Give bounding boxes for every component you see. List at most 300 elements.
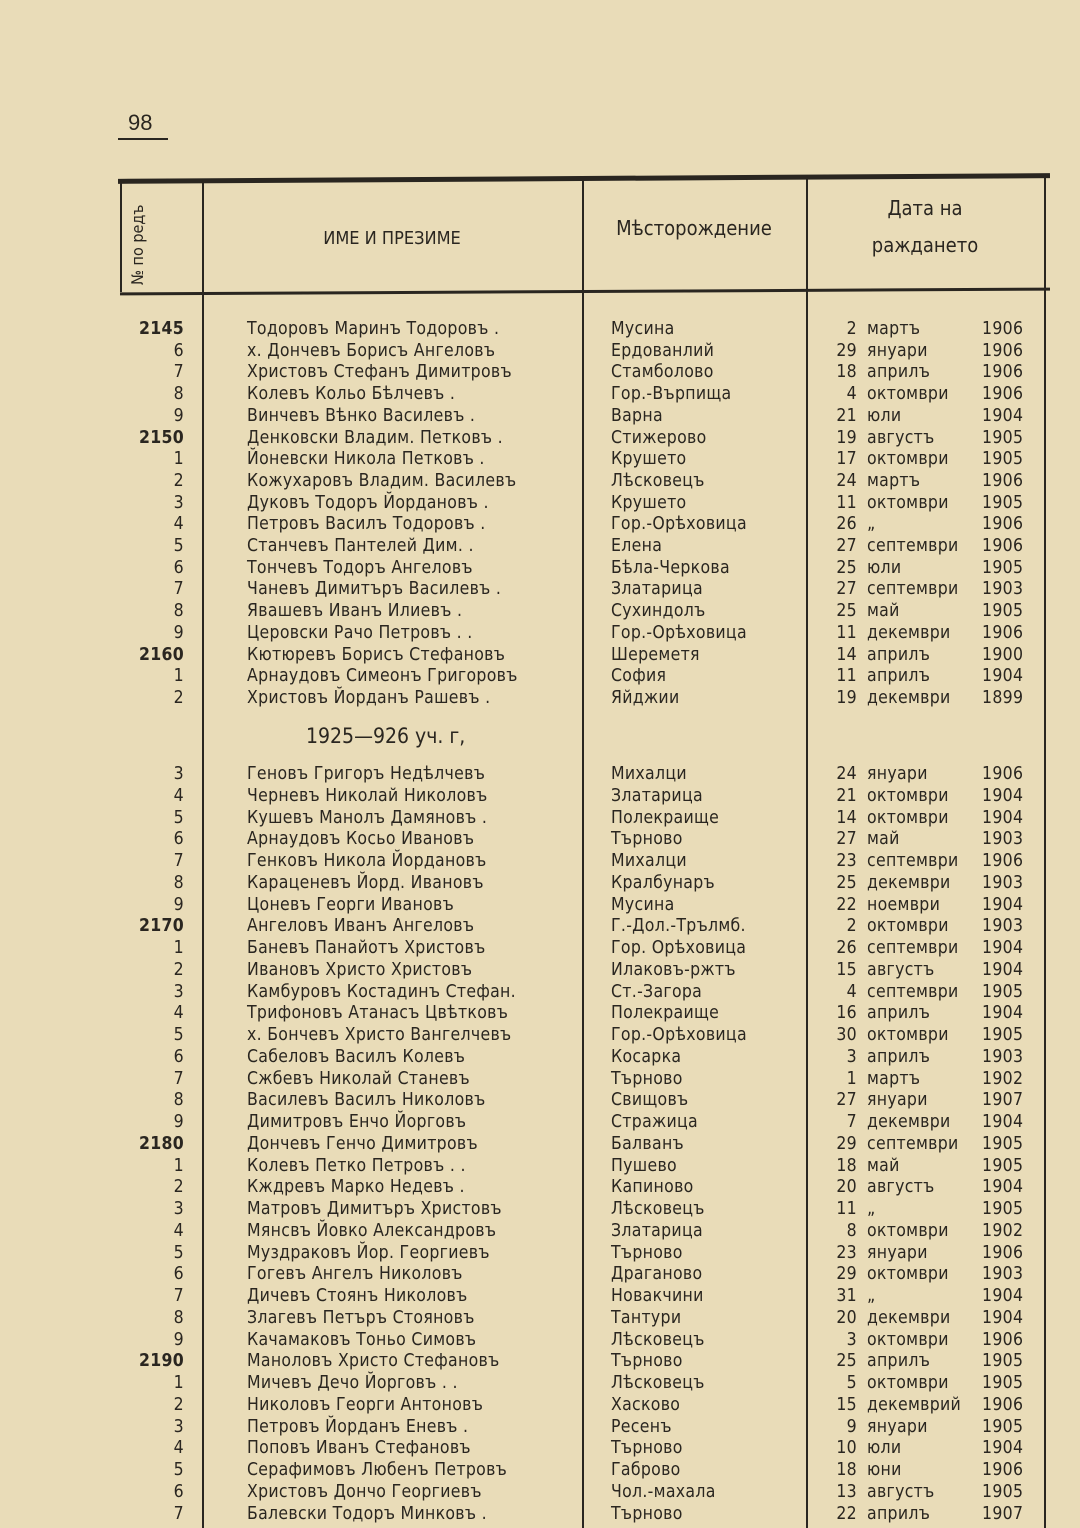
birth-year: 1905 bbox=[982, 1155, 1024, 1176]
table-row bbox=[0, 535, 1080, 557]
table-row bbox=[0, 470, 1080, 492]
birth-month: януари bbox=[867, 1416, 928, 1437]
person-name: Церовски Рачо Петровъ . . bbox=[247, 622, 473, 643]
table-row bbox=[0, 492, 1080, 514]
row-number: 4 bbox=[173, 514, 184, 535]
row-number: 5 bbox=[173, 536, 184, 556]
birth-day: 29 bbox=[836, 1133, 857, 1154]
birth-day: 9 bbox=[846, 1416, 857, 1437]
birthplace: Златарица bbox=[611, 579, 703, 600]
birth-month: октомври bbox=[867, 1329, 949, 1350]
row-number: 4 bbox=[173, 1438, 184, 1459]
birth-year: 1900 bbox=[982, 644, 1024, 665]
page-number: 98 bbox=[128, 110, 153, 135]
birthplace: Михалци bbox=[611, 851, 687, 871]
birth-day: 8 bbox=[846, 1220, 857, 1241]
birth-month: май bbox=[867, 601, 900, 622]
row-number: 8 bbox=[173, 1090, 184, 1111]
birthplace: Кралбунаръ bbox=[611, 872, 715, 893]
table-row bbox=[0, 828, 1080, 850]
birth-year: 1905 bbox=[982, 492, 1024, 513]
person-name: Гогевъ Ангелъ Николовъ bbox=[247, 1264, 463, 1285]
table-row bbox=[0, 1329, 1080, 1351]
birth-month: октомври bbox=[867, 449, 949, 470]
birth-day: 23 bbox=[836, 1242, 857, 1263]
person-name: Черневъ Николай Николовъ bbox=[247, 785, 488, 806]
person-name: Арнаудовъ Симеонъ Григоровъ bbox=[247, 666, 518, 687]
birth-day: 29 bbox=[836, 1264, 857, 1285]
row-number: 3 bbox=[173, 492, 184, 513]
birth-day: 29 bbox=[836, 340, 857, 361]
person-name: Серафимовъ Любенъ Петровъ bbox=[247, 1460, 508, 1480]
birth-month: септември bbox=[867, 536, 959, 556]
row-number: 7 bbox=[173, 851, 184, 871]
birth-month: октомври bbox=[867, 1373, 949, 1393]
table-row bbox=[0, 785, 1080, 807]
birthplace: Гор.-Орѣховица bbox=[611, 622, 747, 643]
birthplace: Драганово bbox=[611, 1264, 703, 1285]
birth-day: 11 bbox=[836, 622, 857, 643]
birth-year: 1906 bbox=[982, 1394, 1024, 1415]
page-number-underline bbox=[118, 138, 168, 140]
birth-year: 1905 bbox=[982, 449, 1024, 470]
section-heading: 1925—926 уч. г, bbox=[306, 724, 466, 748]
birth-month: октомври bbox=[867, 1264, 949, 1285]
person-name: Ивановъ Христо Христовъ bbox=[247, 959, 473, 980]
birth-day: 4 bbox=[846, 384, 857, 405]
birth-month: декември bbox=[867, 1112, 951, 1132]
birthplace: Лѣсковецъ bbox=[611, 1199, 705, 1219]
birthplace: Г.-Дол.-Трълмб. bbox=[611, 916, 746, 937]
birthplace: Полекраище bbox=[611, 1003, 720, 1024]
row-number: 2160 bbox=[138, 644, 184, 665]
birthplace: Михалци bbox=[611, 764, 687, 784]
person-name: Николовъ Георги Антоновъ bbox=[247, 1394, 484, 1415]
birthplace: Бѣла-Черкова bbox=[611, 557, 730, 578]
birth-year: 1906 bbox=[982, 362, 1024, 383]
birthplace: Сухиндолъ bbox=[611, 601, 706, 622]
header-bottom-rule bbox=[120, 288, 1050, 296]
birth-year: 1904 bbox=[982, 1307, 1024, 1328]
birth-day: 17 bbox=[836, 449, 857, 470]
row-number: 9 bbox=[173, 1329, 184, 1350]
row-number: 3 bbox=[173, 764, 184, 784]
birth-month: януари bbox=[867, 340, 928, 361]
birthplace: Търново bbox=[611, 1503, 683, 1524]
row-number: 6 bbox=[173, 340, 184, 361]
row-number: 4 bbox=[173, 1220, 184, 1241]
birth-day: 27 bbox=[836, 536, 857, 556]
table-row bbox=[0, 557, 1080, 579]
table-row bbox=[0, 1437, 1080, 1459]
person-name: Трифоновъ Атанасъ Цвѣтковъ bbox=[247, 1003, 509, 1024]
table-row bbox=[0, 915, 1080, 937]
birthplace: Габрово bbox=[611, 1460, 681, 1480]
birth-year: 1904 bbox=[982, 666, 1024, 687]
person-name: Христовъ Стефанъ Димитровъ bbox=[247, 362, 512, 383]
birth-year: 1906 bbox=[982, 340, 1024, 361]
table-row bbox=[0, 763, 1080, 785]
person-name: Сабеловъ Василъ Колевъ bbox=[247, 1046, 466, 1067]
birth-month: юни bbox=[867, 1460, 902, 1480]
person-name: Муздраковъ Йор. Георгиевъ bbox=[247, 1242, 490, 1263]
birth-year: 1906 bbox=[982, 514, 1024, 535]
birth-month: януари bbox=[867, 764, 928, 784]
birth-year: 1902 bbox=[982, 1220, 1024, 1241]
row-number: 2 bbox=[173, 687, 184, 708]
person-name: Геновъ Григоръ Недѣлчевъ bbox=[247, 764, 486, 784]
birth-day: 22 bbox=[836, 1503, 857, 1524]
birth-year: 1905 bbox=[982, 1351, 1024, 1372]
birth-year: 1903 bbox=[982, 829, 1024, 850]
birth-day: 26 bbox=[836, 514, 857, 535]
person-name: Василевъ Василъ Николовъ bbox=[247, 1090, 486, 1111]
person-name: х. Дончевъ Борисъ Ангеловъ bbox=[247, 340, 496, 361]
birth-month: септември bbox=[867, 1133, 959, 1154]
header-date-line1: Дата на bbox=[887, 196, 963, 220]
birthplace: Търново bbox=[611, 1438, 683, 1459]
birth-day: 13 bbox=[836, 1481, 857, 1502]
birth-month: априлъ bbox=[867, 644, 931, 665]
birth-year: 1906 bbox=[982, 764, 1024, 784]
birth-day: 20 bbox=[836, 1307, 857, 1328]
birth-day: 20 bbox=[836, 1177, 857, 1198]
header-name: ИМЕ И ПРЕЗИМЕ bbox=[323, 228, 461, 249]
person-name: Тончевъ Тодоръ Ангеловъ bbox=[247, 557, 473, 578]
person-name: Ангеловъ Иванъ Ангеловъ bbox=[247, 916, 475, 937]
birthplace: Яйджии bbox=[611, 687, 680, 708]
birth-year: 1906 bbox=[982, 319, 1024, 339]
person-name: Сжбевъ Николай Станевъ bbox=[247, 1068, 470, 1089]
table-row bbox=[0, 513, 1080, 535]
birth-month: септември bbox=[867, 981, 959, 1002]
table-row bbox=[0, 383, 1080, 405]
birth-year: 1904 bbox=[982, 405, 1024, 426]
row-number: 7 bbox=[173, 362, 184, 383]
table-row bbox=[0, 1068, 1080, 1090]
person-name: Дончевъ Генчо Димитровъ bbox=[247, 1133, 478, 1154]
birth-year: 1906 bbox=[982, 536, 1024, 556]
row-number: 7 bbox=[173, 1068, 184, 1089]
table-row bbox=[0, 1046, 1080, 1068]
birth-month: априлъ bbox=[867, 666, 931, 687]
birth-year: 1905 bbox=[982, 1481, 1024, 1502]
person-name: х. Бончевъ Христо Вангелчевъ bbox=[247, 1025, 512, 1045]
birthplace: Косарка bbox=[611, 1046, 682, 1067]
person-name: Мянсвъ Йовко Александровъ bbox=[247, 1220, 497, 1241]
birth-month: априлъ bbox=[867, 1351, 931, 1372]
birth-month: септември bbox=[867, 851, 959, 871]
birth-day: 25 bbox=[836, 872, 857, 893]
birth-year: 1904 bbox=[982, 785, 1024, 806]
person-name: Мичевъ Дечо Йорговъ . . bbox=[247, 1373, 458, 1393]
birth-month: май bbox=[867, 829, 900, 850]
person-name: Димитровъ Енчо Йорговъ bbox=[247, 1112, 467, 1132]
person-name: Баневъ Панайотъ Христовъ bbox=[247, 938, 486, 958]
person-name: Станчевъ Пантелей Дим. . bbox=[247, 536, 474, 556]
birth-day: 21 bbox=[836, 785, 857, 806]
table-row bbox=[0, 1242, 1080, 1264]
person-name: Дуковъ Тодоръ Йордановъ . bbox=[247, 492, 489, 513]
table-row bbox=[0, 1176, 1080, 1198]
birth-year: 1906 bbox=[982, 1329, 1024, 1350]
birth-month: декември bbox=[867, 872, 951, 893]
birth-month: августъ bbox=[867, 959, 935, 980]
birth-year: 1905 bbox=[982, 1133, 1024, 1154]
birth-year: 1903 bbox=[982, 1046, 1024, 1067]
birth-year: 1905 bbox=[982, 1199, 1024, 1219]
birth-year: 1906 bbox=[982, 470, 1024, 491]
birth-month: май bbox=[867, 1155, 900, 1176]
person-name: Балевски Тодоръ Минковъ . bbox=[247, 1503, 487, 1524]
birth-month: октомври bbox=[867, 785, 949, 806]
birth-day: 30 bbox=[836, 1025, 857, 1045]
table-row bbox=[0, 1220, 1080, 1242]
row-number: 6 bbox=[173, 557, 184, 578]
row-number: 1 bbox=[173, 1373, 184, 1393]
person-name: Камбуровъ Костадинъ Стефан. bbox=[247, 981, 516, 1002]
birth-month: октомври bbox=[867, 1025, 949, 1045]
birthplace: Капиново bbox=[611, 1177, 694, 1198]
row-number: 5 bbox=[173, 1242, 184, 1263]
birth-day: 26 bbox=[836, 938, 857, 958]
person-name: Йоневски Никола Петковъ . bbox=[247, 449, 485, 470]
birthplace: Мусина bbox=[611, 894, 675, 915]
birth-day: 11 bbox=[836, 1199, 857, 1219]
birthplace: Тантури bbox=[611, 1307, 682, 1328]
table-row bbox=[0, 1372, 1080, 1394]
birthplace: София bbox=[611, 666, 667, 687]
birth-year: 1905 bbox=[982, 601, 1024, 622]
column-divider bbox=[120, 182, 122, 292]
person-name: Генковъ Никола Йордановъ bbox=[247, 851, 487, 871]
birth-day: 21 bbox=[836, 405, 857, 426]
birth-year: 1905 bbox=[982, 1373, 1024, 1393]
row-number: 2145 bbox=[138, 319, 184, 339]
birth-month: юли bbox=[867, 405, 902, 426]
birth-day: 10 bbox=[836, 1438, 857, 1459]
person-name: Винчевъ Вѣнко Василевъ . bbox=[247, 405, 476, 426]
row-number: 9 bbox=[173, 622, 184, 643]
person-name: Кожухаровъ Владим. Василевъ bbox=[247, 470, 517, 491]
row-number: 1 bbox=[173, 449, 184, 470]
birth-month: октомври bbox=[867, 384, 949, 405]
birth-month: юли bbox=[867, 557, 902, 578]
row-number: 1 bbox=[173, 666, 184, 687]
row-number: 1 bbox=[173, 938, 184, 958]
birthplace: Илаковъ-ржтъ bbox=[611, 959, 736, 980]
birth-day: 19 bbox=[836, 427, 857, 448]
row-number: 8 bbox=[173, 872, 184, 893]
birth-year: 1904 bbox=[982, 1438, 1024, 1459]
birth-day: 15 bbox=[836, 959, 857, 980]
birth-month: септември bbox=[867, 579, 959, 600]
row-number: 6 bbox=[173, 1046, 184, 1067]
person-name: Поповъ Иванъ Стефановъ bbox=[247, 1438, 471, 1459]
birth-year: 1904 bbox=[982, 1112, 1024, 1132]
table-row bbox=[0, 1285, 1080, 1307]
table-row bbox=[0, 1394, 1080, 1416]
birth-day: 11 bbox=[836, 666, 857, 687]
table-row bbox=[0, 1263, 1080, 1285]
birthplace: Златарица bbox=[611, 785, 703, 806]
birth-year: 1905 bbox=[982, 1025, 1024, 1045]
birth-year: 1904 bbox=[982, 1286, 1024, 1306]
person-name: Денковски Владим. Петковъ . bbox=[247, 427, 503, 448]
person-name: Явашевъ Иванъ Илиевъ . bbox=[247, 601, 463, 622]
birth-month: „ bbox=[867, 1199, 876, 1219]
row-number: 5 bbox=[173, 1460, 184, 1480]
row-number: 5 bbox=[173, 1025, 184, 1045]
birth-year: 1906 bbox=[982, 1242, 1024, 1263]
birth-day: 25 bbox=[836, 1351, 857, 1372]
table-row bbox=[0, 665, 1080, 687]
birth-day: 2 bbox=[846, 319, 857, 339]
birthplace: Гор.-Орѣховица bbox=[611, 1025, 747, 1045]
birth-month: мартъ bbox=[867, 319, 921, 339]
row-number: 9 bbox=[173, 1112, 184, 1132]
person-name: Караценевъ Йорд. Ивановъ bbox=[247, 872, 484, 893]
birth-month: априлъ bbox=[867, 1046, 931, 1067]
table-row bbox=[0, 1024, 1080, 1046]
birthplace: Гор.-Върпища bbox=[611, 384, 732, 405]
table-row bbox=[0, 807, 1080, 829]
table-row bbox=[0, 894, 1080, 916]
person-name: Кушевъ Манолъ Дамяновъ . bbox=[247, 807, 488, 828]
birth-day: 25 bbox=[836, 601, 857, 622]
birth-day: 14 bbox=[836, 644, 857, 665]
birth-day: 3 bbox=[846, 1046, 857, 1067]
person-name: Маноловъ Христо Стефановъ bbox=[247, 1351, 500, 1372]
row-number: 2 bbox=[173, 1394, 184, 1415]
birthplace: Търново bbox=[611, 1242, 683, 1263]
birth-day: 11 bbox=[836, 492, 857, 513]
table-top-rule bbox=[118, 173, 1050, 184]
birth-day: 23 bbox=[836, 851, 857, 871]
row-number: 3 bbox=[173, 1199, 184, 1219]
row-number: 2180 bbox=[138, 1133, 184, 1154]
table-row bbox=[0, 850, 1080, 872]
birthplace: Гор.-Орѣховица bbox=[611, 514, 747, 535]
row-number: 7 bbox=[173, 1503, 184, 1524]
person-name: Христовъ Йорданъ Рашевъ . bbox=[247, 687, 491, 708]
birth-day: 15 bbox=[836, 1394, 857, 1415]
row-number: 7 bbox=[173, 1286, 184, 1306]
table-row bbox=[0, 687, 1080, 709]
person-name: Тодоровъ Маринъ Тодоровъ . bbox=[247, 319, 500, 339]
birth-day: 18 bbox=[836, 1460, 857, 1480]
person-name: Злагевъ Петъръ Стояновъ bbox=[247, 1307, 475, 1328]
table-row bbox=[0, 1307, 1080, 1329]
birth-day: 22 bbox=[836, 894, 857, 915]
row-number: 2170 bbox=[138, 916, 184, 937]
birth-year: 1904 bbox=[982, 938, 1024, 958]
birth-month: мартъ bbox=[867, 470, 921, 491]
birth-month: октомври bbox=[867, 807, 949, 828]
birth-month: августъ bbox=[867, 427, 935, 448]
birth-year: 1905 bbox=[982, 1416, 1024, 1437]
row-number: 9 bbox=[173, 405, 184, 426]
person-name: Колевъ Петко Петровъ . . bbox=[247, 1155, 466, 1176]
table-row bbox=[0, 959, 1080, 981]
table-row bbox=[0, 644, 1080, 666]
birth-day: 16 bbox=[836, 1003, 857, 1024]
birth-month: априлъ bbox=[867, 362, 931, 383]
row-number: 3 bbox=[173, 981, 184, 1002]
birthplace: Варна bbox=[611, 405, 663, 426]
person-name: Чаневъ Димитъръ Василевъ . bbox=[247, 579, 502, 600]
table-row bbox=[0, 1002, 1080, 1024]
birthplace: Чол.-махала bbox=[611, 1481, 716, 1502]
birth-month: декември bbox=[867, 687, 951, 708]
birth-year: 1906 bbox=[982, 1460, 1024, 1480]
birthplace: Ресенъ bbox=[611, 1416, 672, 1437]
row-number: 3 bbox=[173, 1416, 184, 1437]
birth-year: 1905 bbox=[982, 981, 1024, 1002]
birth-month: августъ bbox=[867, 1177, 935, 1198]
table-row bbox=[0, 872, 1080, 894]
person-name: Кютюревъ Борисъ Стефановъ bbox=[247, 644, 506, 665]
birth-month: августъ bbox=[867, 1481, 935, 1502]
row-number: 2 bbox=[173, 959, 184, 980]
birth-month: „ bbox=[867, 1286, 876, 1306]
birthplace: Полекраище bbox=[611, 807, 720, 828]
birth-day: 18 bbox=[836, 362, 857, 383]
birthplace: Свищовъ bbox=[611, 1090, 689, 1111]
birth-year: 1907 bbox=[982, 1503, 1024, 1524]
birth-day: 27 bbox=[836, 1090, 857, 1111]
birth-year: 1904 bbox=[982, 959, 1024, 980]
birthplace: Търново bbox=[611, 829, 683, 850]
table-row bbox=[0, 1089, 1080, 1111]
birth-year: 1907 bbox=[982, 1090, 1024, 1111]
row-number: 6 bbox=[173, 1264, 184, 1285]
table-row bbox=[0, 1459, 1080, 1481]
table-row bbox=[0, 622, 1080, 644]
birth-day: 24 bbox=[836, 470, 857, 491]
row-number: 6 bbox=[173, 829, 184, 850]
row-number: 9 bbox=[173, 894, 184, 915]
table-row bbox=[0, 427, 1080, 449]
birth-year: 1903 bbox=[982, 916, 1024, 937]
person-name: Качамаковъ Тоньо Симовъ bbox=[247, 1329, 477, 1350]
birth-month: септември bbox=[867, 938, 959, 958]
birth-day: 3 bbox=[846, 1329, 857, 1350]
birth-month: „ bbox=[867, 514, 876, 535]
table-row bbox=[0, 1350, 1080, 1372]
birth-month: декемврий bbox=[867, 1394, 962, 1415]
person-name: Дичевъ Стоянъ Николовъ bbox=[247, 1286, 468, 1306]
row-number: 2150 bbox=[138, 427, 184, 448]
person-name: Христовъ Дончо Георгиевъ bbox=[247, 1481, 482, 1502]
row-number: 7 bbox=[173, 579, 184, 600]
birth-month: априлъ bbox=[867, 1003, 931, 1024]
birth-day: 25 bbox=[836, 557, 857, 578]
table-row bbox=[0, 448, 1080, 470]
row-number: 5 bbox=[173, 807, 184, 828]
row-number: 1 bbox=[173, 1155, 184, 1176]
table-row bbox=[0, 318, 1080, 340]
table-row bbox=[0, 578, 1080, 600]
header-place: Мѣсторождение bbox=[616, 216, 772, 240]
row-number: 6 bbox=[173, 1481, 184, 1502]
birthplace: Мусина bbox=[611, 319, 675, 339]
birth-month: октомври bbox=[867, 492, 949, 513]
birth-day: 24 bbox=[836, 764, 857, 784]
birth-year: 1906 bbox=[982, 384, 1024, 405]
table-row bbox=[0, 1503, 1080, 1525]
birthplace: Стражица bbox=[611, 1112, 698, 1132]
